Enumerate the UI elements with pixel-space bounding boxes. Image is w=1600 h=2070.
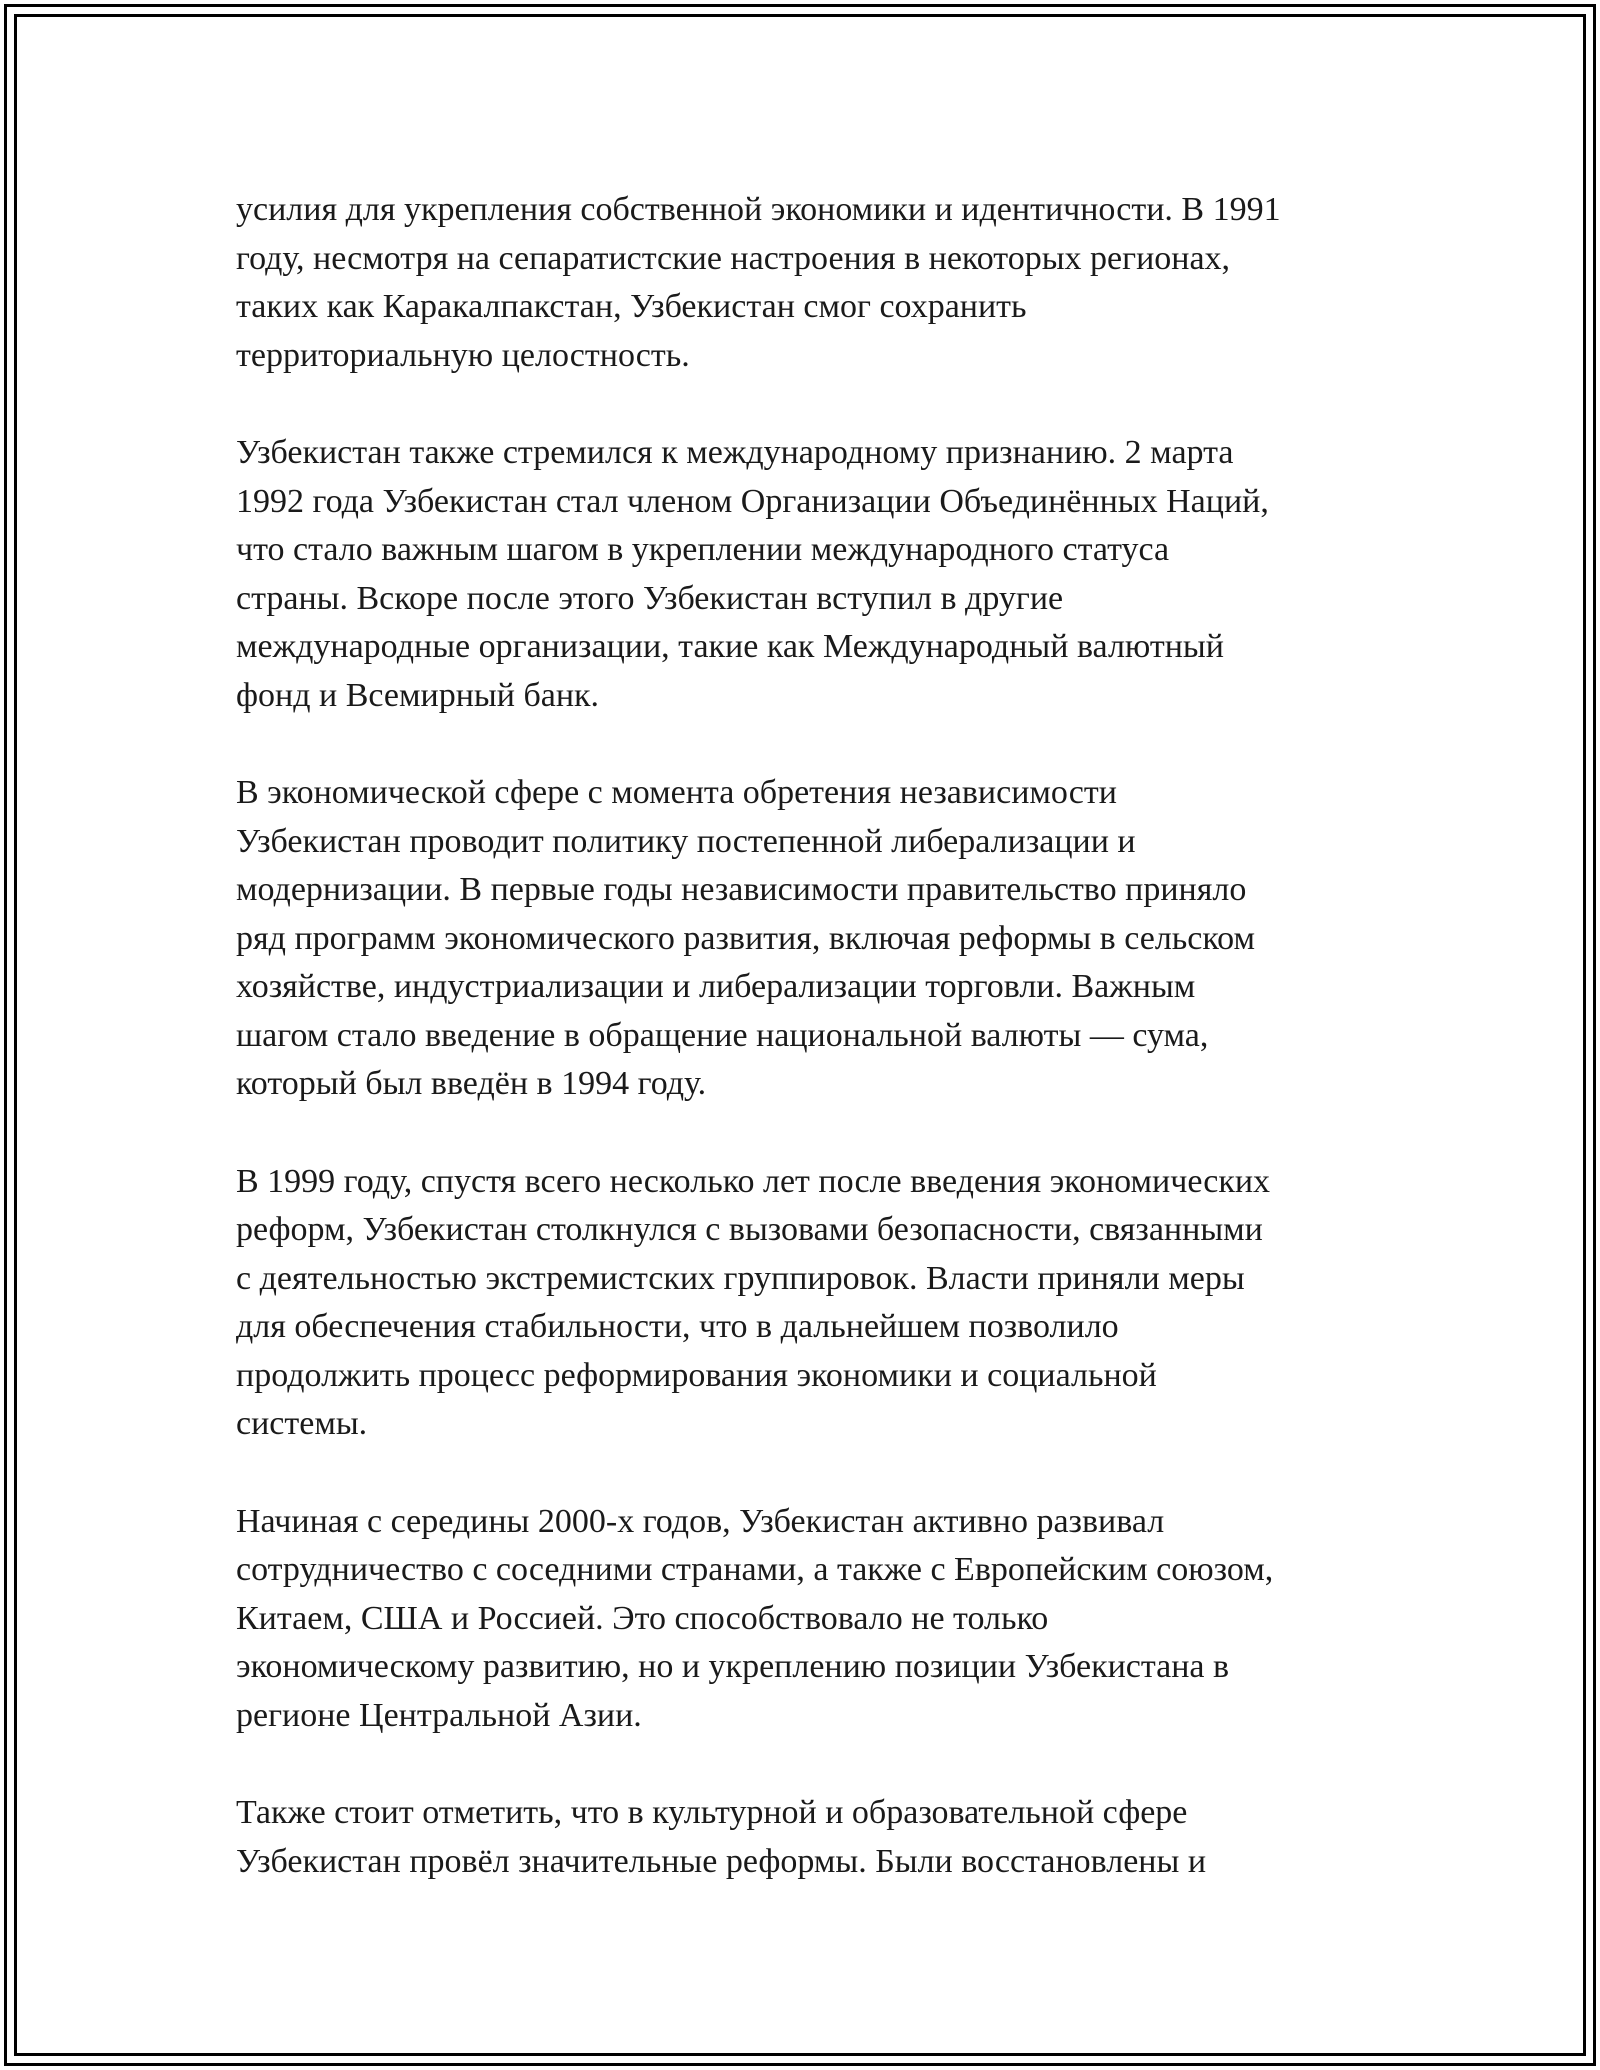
text-line: модернизации. В первые годы независимости правительство приняло xyxy=(236,871,1247,908)
text-line: продолжить процесс реформирования экономики и социальной xyxy=(236,1356,1157,1394)
text-line: 1992 года Узбекистан стал членом Организации Объединённых Наций, xyxy=(236,482,1269,520)
text-line: международные организации, такие как Международный валютный xyxy=(236,628,1224,665)
text-line: шагом стало введение в обращение национальной валюты — сума, xyxy=(236,1016,1209,1054)
text-line: что стало важным шагом в укреплении международного статуса xyxy=(236,531,1170,568)
text-line: сотрудничество с соседними странами, а также с Европейским союзом, xyxy=(236,1551,1274,1588)
text-line: ряд программ экономического развития, включая реформы в сельском xyxy=(236,919,1256,957)
text-line: страны. Вскоре после этого Узбекистан вступил в другие xyxy=(236,579,1064,617)
text-line: реформ, Узбекистан столкнулся с вызовами безопасности, связанными xyxy=(236,1211,1263,1248)
paragraph-5 xyxy=(236,1498,1386,1741)
text-line: с деятельностью экстремистских группировок. Власти приняли меры xyxy=(236,1259,1245,1297)
text-line: Китаем, США и Россией. Это способствовало не только xyxy=(236,1599,1049,1637)
text-line: В 1999 году, спустя всего несколько лет после введения экономических xyxy=(236,1162,1271,1200)
paragraph-2 xyxy=(236,429,1386,720)
paragraph-1 xyxy=(236,186,1386,380)
text-line: регионе Центральной Азии. xyxy=(236,1696,642,1734)
text-line: для обеспечения стабильности, что в дальнейшем позволило xyxy=(236,1308,1119,1345)
paragraph-3 xyxy=(236,769,1386,1109)
paragraph-6 xyxy=(236,1789,1386,1886)
paragraph-4 xyxy=(236,1158,1386,1449)
text-line: системы. xyxy=(236,1405,368,1442)
text-line: Узбекистан провёл значительные реформы. Были восстановлены и xyxy=(236,1842,1207,1880)
text-line: В экономической сфере с момента обретения независимости xyxy=(236,774,1117,811)
text-line: территориальную целостность. xyxy=(236,336,690,374)
text-line: Также стоит отметить, что в культурной и образовательной сфере xyxy=(236,1794,1188,1831)
text-line: Начиная с середины 2000-х годов, Узбекистан активно развивал xyxy=(236,1502,1165,1540)
text-line: который был введён в 1994 году. xyxy=(236,1065,707,1102)
text-line: фонд и Всемирный банк. xyxy=(236,676,600,714)
text-line: хозяйстве, индустриализации и либерализации торговли. Важным xyxy=(236,968,1196,1005)
text-line: году, несмотря на сепаратистские настроения в некоторых регионах, xyxy=(236,239,1231,277)
text-line: Узбекистан проводит политику постепенной либерализации и xyxy=(236,822,1136,860)
text-line: таких как Каракалпакстан, Узбекистан смог сохранить xyxy=(236,288,1027,325)
text-line: усилия для укрепления собственной экономики и идентичности. В 1991 xyxy=(236,191,1281,228)
document-body xyxy=(236,186,1386,1935)
text-line: Узбекистан также стремился к международному признанию. 2 марта xyxy=(236,434,1234,471)
text-line: экономическому развитию, но и укреплению позиции Узбекистана в xyxy=(236,1648,1230,1685)
